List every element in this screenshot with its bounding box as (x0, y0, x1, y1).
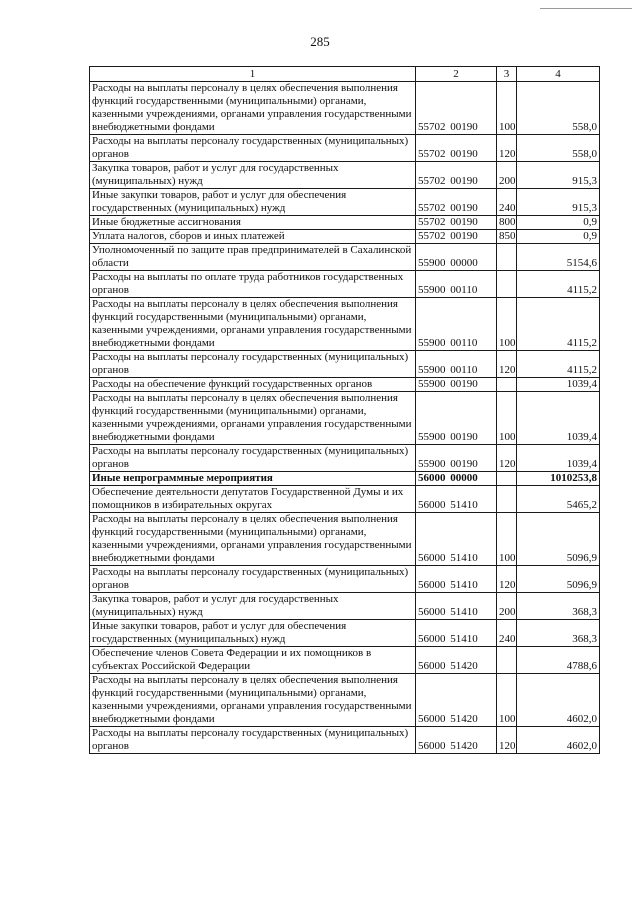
header-col-1: 1 (90, 67, 416, 82)
row-amount-cell: 558,0 (517, 82, 600, 135)
row-expense-type-cell: 120 (497, 566, 517, 593)
row-target-code-cell: 56000 51420 (416, 674, 497, 727)
row-amount-cell: 5465,2 (517, 486, 600, 513)
row-target-code-cell: 55900 00110 (416, 351, 497, 378)
row-expense-type-cell: 800 (497, 216, 517, 230)
row-expense-type-cell: 200 (497, 162, 517, 189)
row-amount-cell: 5096,9 (517, 513, 600, 566)
row-target-code-cell: 55900 00110 (416, 271, 497, 298)
row-target-code-cell: 55702 00190 (416, 82, 497, 135)
row-name-cell: Иные закупки товаров, работ и услуг для обеспечения государственных (муниципальных) нужд (90, 620, 416, 647)
row-target-code-cell: 55702 00190 (416, 135, 497, 162)
row-target-code-cell: 55900 00190 (416, 378, 497, 392)
table-row (90, 593, 600, 620)
row-name-cell: Расходы на выплаты персоналу в целях обеспечения выполнения функций государственными (муниципальными) органами, казенными учреждениями, органами управления государственными внебюджетными фондами (90, 82, 416, 135)
row-expense-type-cell: 850 (497, 230, 517, 244)
row-name-cell: Закупка товаров, работ и услуг для государственных (муниципальных) нужд (90, 593, 416, 620)
row-expense-type-cell: 100 (497, 298, 517, 351)
row-expense-type-cell: 240 (497, 620, 517, 647)
table-row (90, 216, 600, 230)
row-target-code-cell: 55702 00190 (416, 230, 497, 244)
row-name-cell: Расходы на выплаты персоналу в целях обеспечения выполнения функций государственными (муниципальными) органами, казенными учреждениями, органами управления государственными внебюджетными фондами (90, 298, 416, 351)
budget-table (89, 66, 600, 754)
row-name-cell: Закупка товаров, работ и услуг для государственных (муниципальных) нужд (90, 162, 416, 189)
row-expense-type-cell (497, 271, 517, 298)
row-amount-cell: 1039,4 (517, 378, 600, 392)
row-target-code-cell: 55702 00190 (416, 162, 497, 189)
row-name-cell: Обеспечение деятельности депутатов Государственной Думы и их помощников в избирательных округах (90, 486, 416, 513)
row-name-cell: Расходы на выплаты персоналу государственных (муниципальных) органов (90, 135, 416, 162)
table-body (90, 82, 600, 754)
table-row (90, 566, 600, 593)
table-row (90, 486, 600, 513)
table-row (90, 351, 600, 378)
row-target-code-cell: 56000 51410 (416, 620, 497, 647)
row-name-cell: Расходы на выплаты персоналу в целях обеспечения выполнения функций государственными (муниципальными) органами, казенными учреждениями, органами управления государственными внебюджетными фондами (90, 392, 416, 445)
row-amount-cell: 0,9 (517, 230, 600, 244)
row-amount-cell: 4115,2 (517, 351, 600, 378)
row-expense-type-cell: 100 (497, 513, 517, 566)
row-expense-type-cell: 120 (497, 351, 517, 378)
table-row (90, 445, 600, 472)
row-expense-type-cell (497, 472, 517, 486)
table-row (90, 392, 600, 445)
row-target-code-cell: 56000 51420 (416, 647, 497, 674)
table-row (90, 82, 600, 135)
header-col-4: 4 (517, 67, 600, 82)
row-expense-type-cell: 100 (497, 82, 517, 135)
row-name-cell: Расходы на выплаты по оплате труда работников государственных органов (90, 271, 416, 298)
row-expense-type-cell: 200 (497, 593, 517, 620)
table-row (90, 298, 600, 351)
row-target-code-cell: 55900 00190 (416, 392, 497, 445)
table-row (90, 230, 600, 244)
row-name-cell: Уполномоченный по защите прав предпринимателей в Сахалинской области (90, 244, 416, 271)
table-row (90, 472, 600, 486)
row-amount-cell: 558,0 (517, 135, 600, 162)
row-expense-type-cell: 120 (497, 727, 517, 754)
table-row (90, 378, 600, 392)
row-name-cell: Расходы на выплаты персоналу государственных (муниципальных) органов (90, 445, 416, 472)
row-target-code-cell: 55900 00190 (416, 445, 497, 472)
row-name-cell: Расходы на выплаты персоналу в целях обеспечения выполнения функций государственными (муниципальными) органами, казенными учреждениями, органами управления государственными внебюджетными фондами (90, 674, 416, 727)
row-target-code-cell: 55702 00190 (416, 189, 497, 216)
table-row (90, 244, 600, 271)
row-amount-cell: 4602,0 (517, 727, 600, 754)
scan-edge-mark (540, 8, 632, 9)
row-amount-cell: 1039,4 (517, 392, 600, 445)
table-row (90, 162, 600, 189)
row-expense-type-cell (497, 244, 517, 271)
row-expense-type-cell (497, 647, 517, 674)
row-amount-cell: 4115,2 (517, 271, 600, 298)
row-name-cell: Иные закупки товаров, работ и услуг для обеспечения государственных (муниципальных) нужд (90, 189, 416, 216)
row-target-code-cell: 56000 51410 (416, 566, 497, 593)
row-target-code-cell: 55900 00110 (416, 298, 497, 351)
row-name-cell: Уплата налогов, сборов и иных платежей (90, 230, 416, 244)
row-expense-type-cell: 240 (497, 189, 517, 216)
row-amount-cell: 4788,6 (517, 647, 600, 674)
row-name-cell: Обеспечение членов Совета Федерации и их помощников в субъектах Российской Федерации (90, 647, 416, 674)
table-row (90, 647, 600, 674)
row-amount-cell: 0,9 (517, 216, 600, 230)
table-row (90, 271, 600, 298)
row-name-cell: Расходы на обеспечение функций государственных органов (90, 378, 416, 392)
row-name-cell: Расходы на выплаты персоналу в целях обеспечения выполнения функций государственными (муниципальными) органами, казенными учреждениями, органами управления государственными внебюджетными фондами (90, 513, 416, 566)
row-target-code-cell: 55900 00000 (416, 244, 497, 271)
row-expense-type-cell: 100 (497, 674, 517, 727)
row-name-cell: Иные бюджетные ассигнования (90, 216, 416, 230)
row-expense-type-cell (497, 486, 517, 513)
header-col-3: 3 (497, 67, 517, 82)
row-expense-type-cell: 100 (497, 392, 517, 445)
row-target-code-cell: 56000 51410 (416, 513, 497, 566)
row-expense-type-cell: 120 (497, 135, 517, 162)
row-name-cell: Расходы на выплаты персоналу государственных (муниципальных) органов (90, 566, 416, 593)
row-amount-cell: 1039,4 (517, 445, 600, 472)
row-target-code-cell: 56000 00000 (416, 472, 497, 486)
table-row (90, 727, 600, 754)
row-amount-cell: 368,3 (517, 593, 600, 620)
row-target-code-cell: 55702 00190 (416, 216, 497, 230)
row-target-code-cell: 56000 51410 (416, 593, 497, 620)
row-amount-cell: 915,3 (517, 162, 600, 189)
table-header-row (90, 67, 600, 82)
row-expense-type-cell: 120 (497, 445, 517, 472)
table-row (90, 135, 600, 162)
row-amount-cell: 4115,2 (517, 298, 600, 351)
row-amount-cell: 368,3 (517, 620, 600, 647)
row-expense-type-cell (497, 378, 517, 392)
page-number: 285 (310, 34, 330, 49)
row-target-code-cell: 56000 51410 (416, 486, 497, 513)
table-row (90, 189, 600, 216)
row-amount-cell: 4602,0 (517, 674, 600, 727)
row-amount-cell: 5154,6 (517, 244, 600, 271)
row-amount-cell: 915,3 (517, 189, 600, 216)
table-row (90, 513, 600, 566)
row-target-code-cell: 56000 51420 (416, 727, 497, 754)
row-amount-cell: 1010253,8 (517, 472, 600, 486)
row-amount-cell: 5096,9 (517, 566, 600, 593)
row-name-cell: Расходы на выплаты персоналу государственных (муниципальных) органов (90, 351, 416, 378)
row-name-cell: Иные непрограммные мероприятия (90, 472, 416, 486)
header-col-2: 2 (416, 67, 497, 82)
table-row (90, 620, 600, 647)
row-name-cell: Расходы на выплаты персоналу государственных (муниципальных) органов (90, 727, 416, 754)
table-row (90, 674, 600, 727)
